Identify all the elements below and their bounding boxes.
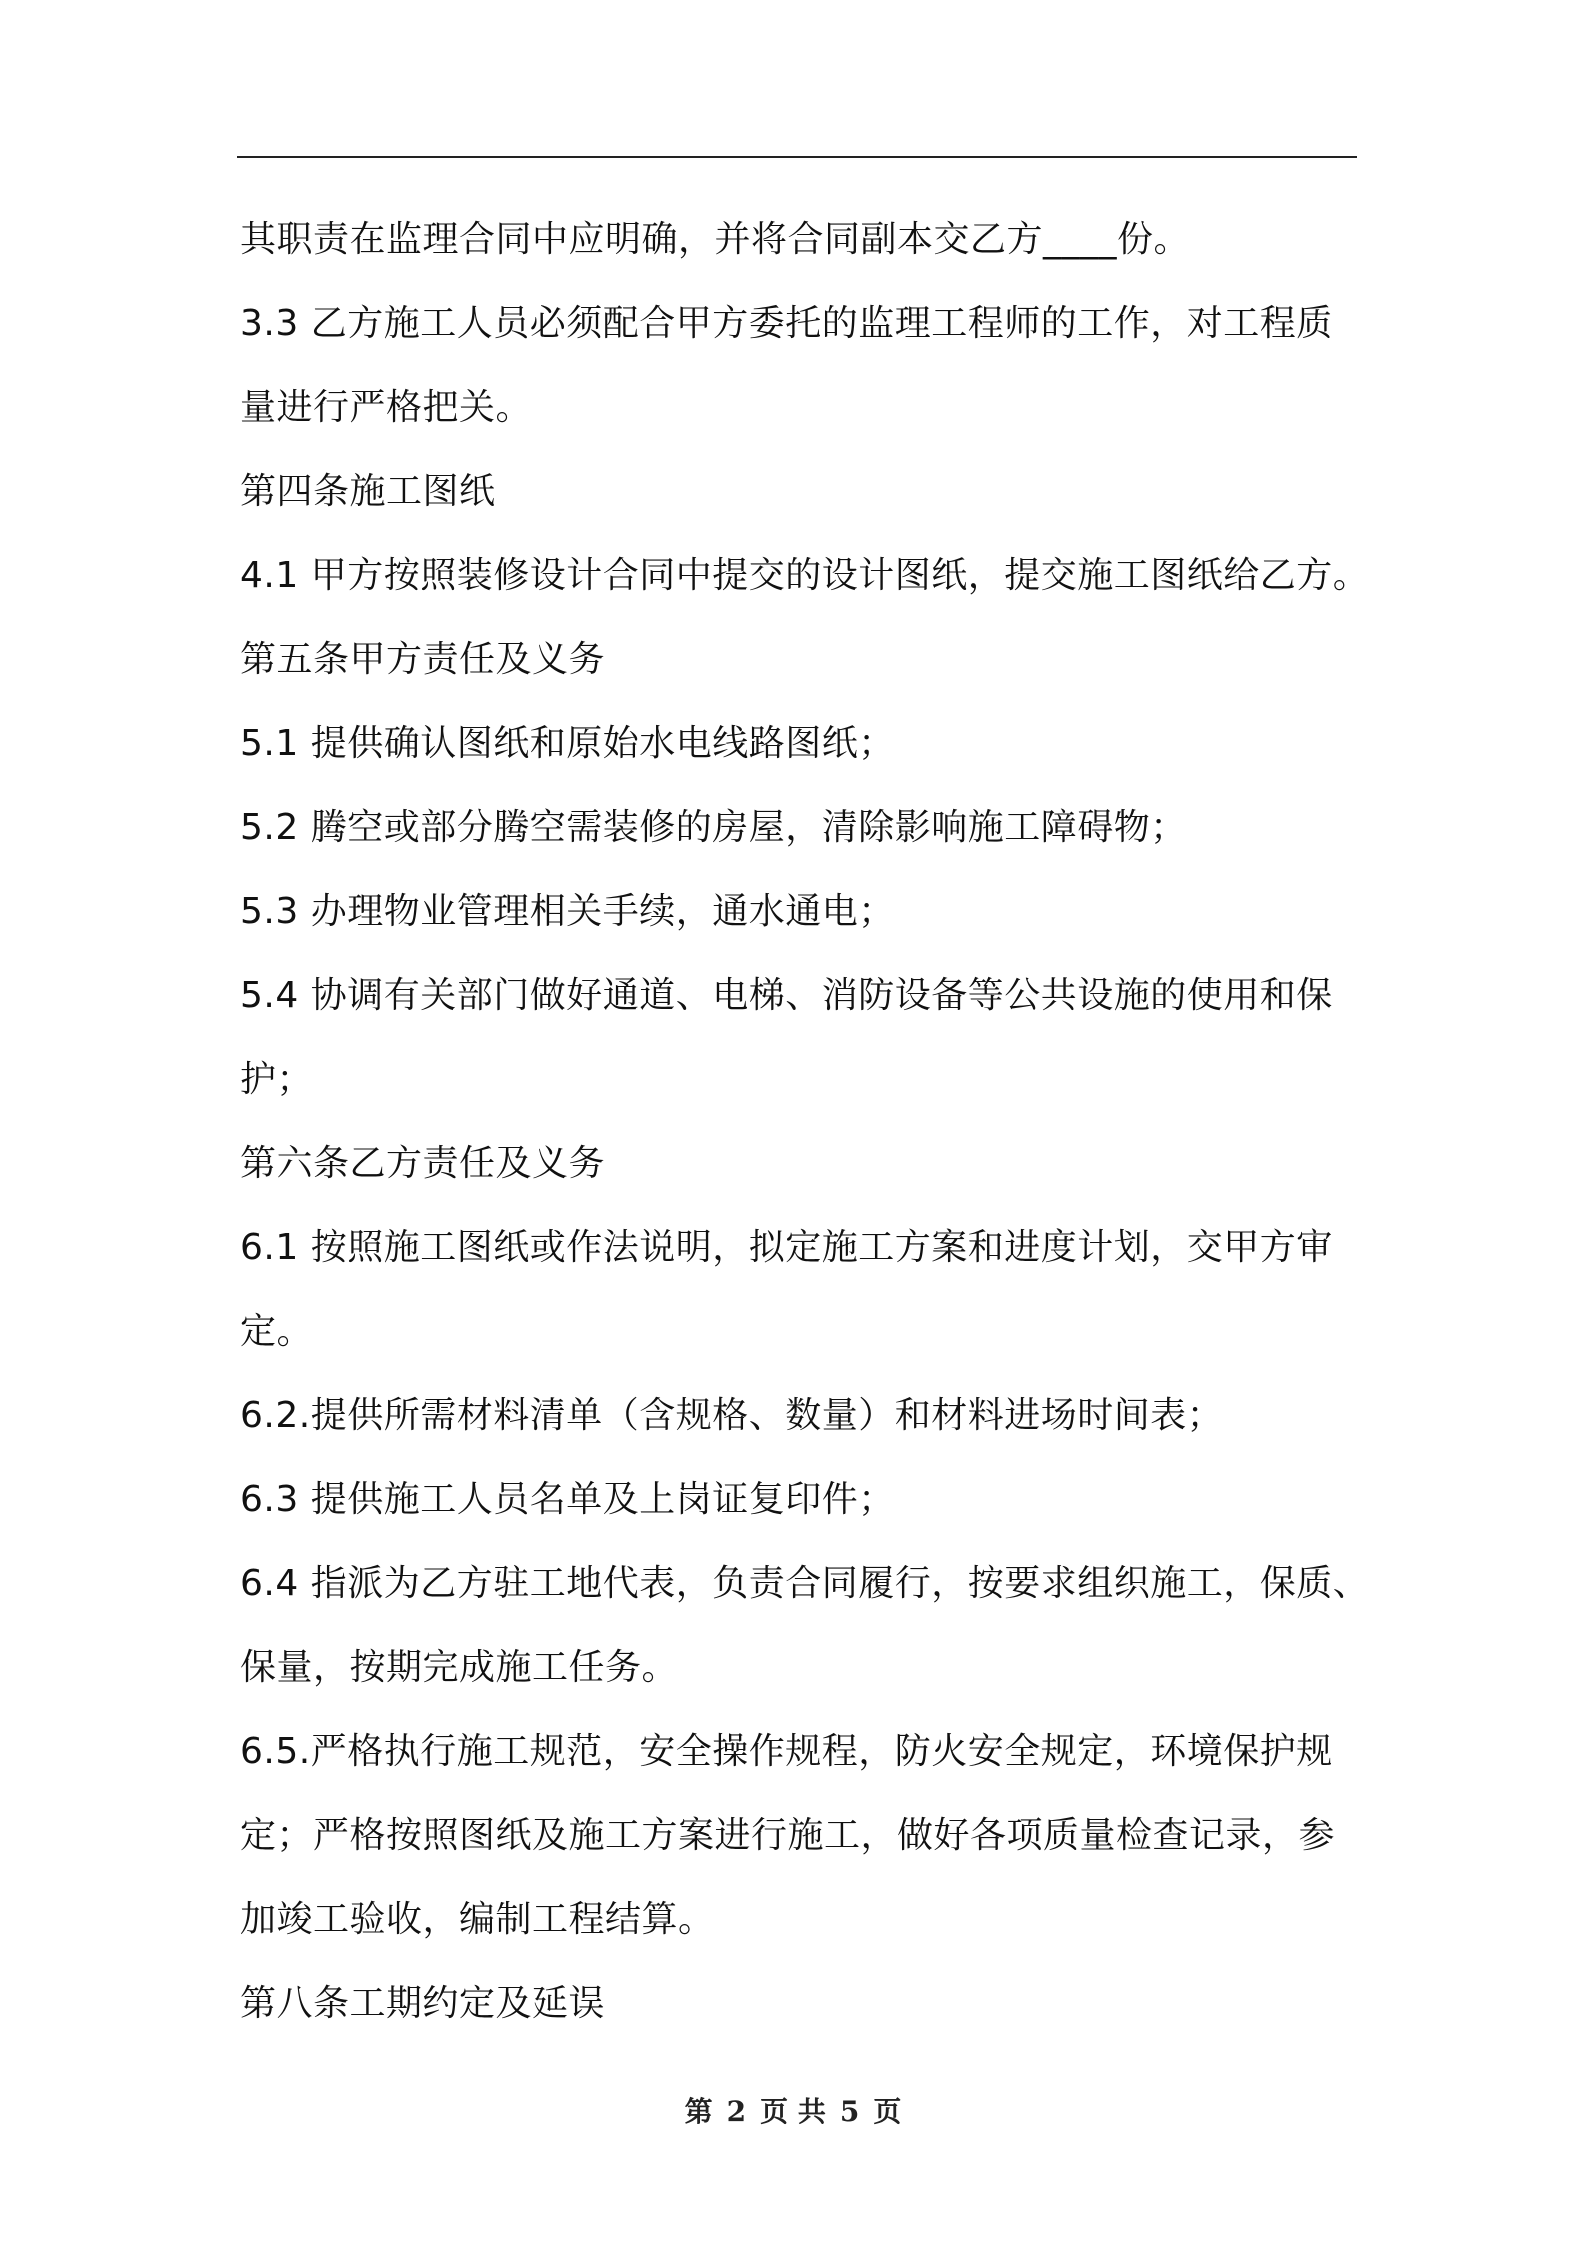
text-line: 定；严格按照图纸及施工方案进行施工，做好各项质量检查记录，参	[240, 1815, 1336, 1856]
text-line: 护；	[240, 1059, 314, 1100]
text-line: 其职责在监理合同中应明确，并将合同副本交乙方____份。	[240, 219, 1191, 260]
page-footer	[0, 2090, 1586, 2130]
text-line: 5.1 提供确认图纸和原始水电线路图纸；	[240, 723, 895, 764]
section-heading: 第八条工期约定及延误	[240, 1983, 606, 2024]
text-line: 6.1 按照施工图纸或作法说明，拟定施工方案和进度计划，交甲方审	[240, 1227, 1333, 1268]
text-line: 5.3 办理物业管理相关手续，通水通电；	[240, 891, 895, 932]
text-line: 5.2 腾空或部分腾空需装修的房屋，清除影响施工障碍物；	[240, 807, 1187, 848]
footer-middle: 页 共	[760, 2095, 826, 2128]
text-line: 6.3 提供施工人员名单及上岗证复印件；	[240, 1479, 895, 1520]
total-pages: 5	[839, 2095, 860, 2128]
text-line: 加竣工验收，编制工程结算。	[240, 1899, 715, 1940]
text-line: 保量，按期完成施工任务。	[240, 1647, 679, 1688]
text-line: 5.4 协调有关部门做好通道、电梯、消防设备等公共设施的使用和保	[240, 975, 1333, 1016]
page-number: 2	[726, 2095, 747, 2128]
section-heading: 第四条施工图纸	[240, 471, 496, 512]
document-body	[240, 198, 1370, 2046]
text-line: 3.3 乙方施工人员必须配合甲方委托的监理工程师的工作，对工程质	[240, 303, 1333, 344]
text-line: 6.5.严格执行施工规范，安全操作规程，防火安全规定，环境保护规	[240, 1731, 1333, 1772]
section-heading: 第六条乙方责任及义务	[240, 1143, 606, 1184]
text-line: 量进行严格把关。	[240, 387, 533, 428]
footer-suffix: 页	[873, 2095, 902, 2128]
text-line: 6.2.提供所需材料清单（含规格、数量）和材料进场时间表；	[240, 1395, 1224, 1436]
footer-prefix: 第	[684, 2095, 713, 2128]
text-line: 4.1 甲方按照装修设计合同中提交的设计图纸，提交施工图纸给乙方。	[240, 555, 1370, 596]
section-heading: 第五条甲方责任及义务	[240, 639, 606, 680]
header-rule	[237, 156, 1357, 158]
text-line: 6.4 指派为乙方驻工地代表，负责合同履行，按要求组织施工，保质、	[240, 1563, 1370, 1604]
text-line: 定。	[240, 1311, 314, 1352]
